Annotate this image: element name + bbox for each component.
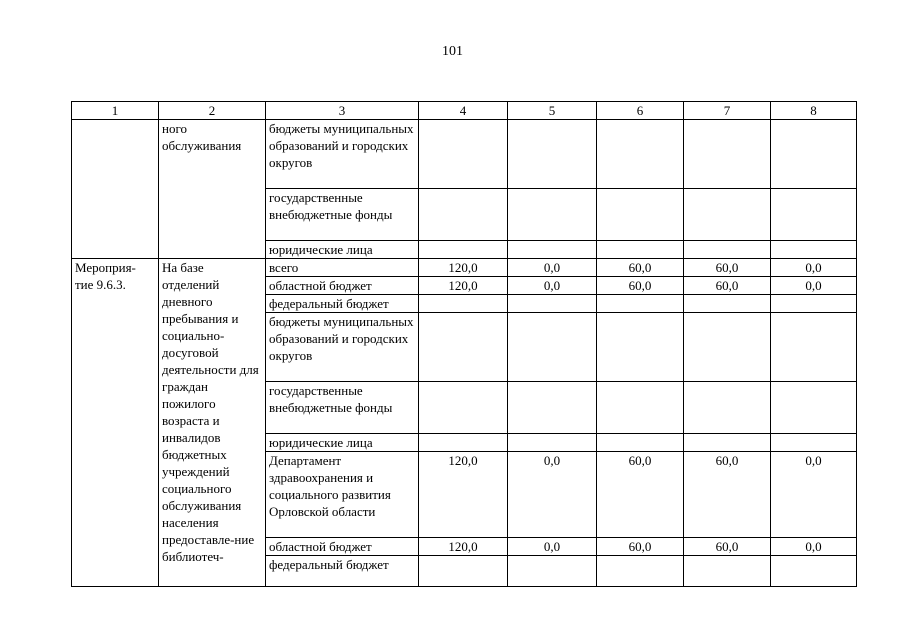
continuation-description: ного обслуживания	[159, 120, 266, 259]
table-cell	[771, 120, 857, 189]
value-cell: 0,0	[771, 277, 857, 295]
value-cell	[419, 434, 508, 452]
table-cell	[597, 120, 684, 189]
table-cell	[419, 241, 508, 259]
source-label: Департамент здравоохранения и социального развития Орловской области	[266, 452, 419, 538]
value-cell	[508, 313, 597, 382]
value-cell: 0,0	[771, 259, 857, 277]
value-cell	[684, 382, 771, 434]
source-label: бюджеты муниципальных образований и городских округов	[266, 120, 419, 189]
budget-table	[71, 101, 857, 587]
table-row	[72, 259, 857, 277]
value-cell: 60,0	[597, 452, 684, 538]
source-label: государственные внебюджетные фонды	[266, 189, 419, 241]
page-number: 101	[442, 44, 463, 59]
source-label: всего	[266, 259, 419, 277]
measure-number: Мероприя- тие 9.6.3.	[72, 259, 159, 587]
table-cell	[684, 241, 771, 259]
table-cell	[508, 189, 597, 241]
value-cell: 60,0	[684, 277, 771, 295]
header-cell: 3	[266, 102, 419, 120]
table-cell	[419, 189, 508, 241]
table-cell	[771, 241, 857, 259]
source-label: областной бюджет	[266, 538, 419, 556]
value-cell	[771, 434, 857, 452]
value-cell	[771, 313, 857, 382]
value-cell: 0,0	[508, 452, 597, 538]
source-label: федеральный бюджет	[266, 556, 419, 587]
value-cell: 0,0	[771, 452, 857, 538]
header-cell: 6	[597, 102, 684, 120]
value-cell	[508, 434, 597, 452]
value-cell	[684, 434, 771, 452]
source-label: федеральный бюджет	[266, 295, 419, 313]
value-cell	[597, 556, 684, 587]
source-label: юридические лица	[266, 241, 419, 259]
value-cell	[597, 295, 684, 313]
value-cell: 120,0	[419, 259, 508, 277]
value-cell	[508, 382, 597, 434]
table-cell	[684, 120, 771, 189]
table-cell	[508, 241, 597, 259]
value-cell	[508, 295, 597, 313]
header-cell: 2	[159, 102, 266, 120]
table-cell	[419, 120, 508, 189]
table-cell	[508, 120, 597, 189]
value-cell: 0,0	[508, 538, 597, 556]
value-cell	[684, 295, 771, 313]
source-label: государственные внебюджетные фонды	[266, 382, 419, 434]
value-cell	[771, 556, 857, 587]
source-label: бюджеты муниципальных образований и городских округов	[266, 313, 419, 382]
header-cell: 5	[508, 102, 597, 120]
table-cell	[72, 120, 159, 259]
table-cell	[597, 189, 684, 241]
value-cell: 120,0	[419, 277, 508, 295]
value-cell: 60,0	[684, 452, 771, 538]
header-cell: 8	[771, 102, 857, 120]
header-cell: 1	[72, 102, 159, 120]
value-cell	[684, 556, 771, 587]
value-cell	[508, 556, 597, 587]
value-cell: 60,0	[597, 259, 684, 277]
header-cell: 4	[419, 102, 508, 120]
value-cell: 0,0	[508, 277, 597, 295]
value-cell	[597, 434, 684, 452]
value-cell	[419, 556, 508, 587]
source-label: юридические лица	[266, 434, 419, 452]
source-label: областной бюджет	[266, 277, 419, 295]
value-cell	[597, 382, 684, 434]
value-cell: 60,0	[597, 538, 684, 556]
value-cell: 0,0	[771, 538, 857, 556]
value-cell	[684, 313, 771, 382]
value-cell: 0,0	[508, 259, 597, 277]
value-cell: 60,0	[684, 259, 771, 277]
measure-description: На базе отделений дневного пребывания и социально-досуговой деятельности для граждан пожилого возраста и инвалидов бюджетных учреждений социального обслуживания населения предоставле-ние библиотеч-	[159, 259, 266, 587]
value-cell	[419, 295, 508, 313]
table-row	[72, 120, 857, 189]
table-cell	[771, 189, 857, 241]
table-cell	[684, 189, 771, 241]
value-cell: 120,0	[419, 452, 508, 538]
value-cell	[771, 295, 857, 313]
value-cell: 60,0	[684, 538, 771, 556]
value-cell	[771, 382, 857, 434]
value-cell	[419, 382, 508, 434]
value-cell	[419, 313, 508, 382]
table-header-row	[72, 102, 857, 120]
value-cell: 60,0	[597, 277, 684, 295]
table-cell	[597, 241, 684, 259]
value-cell	[597, 313, 684, 382]
value-cell: 120,0	[419, 538, 508, 556]
header-cell: 7	[684, 102, 771, 120]
